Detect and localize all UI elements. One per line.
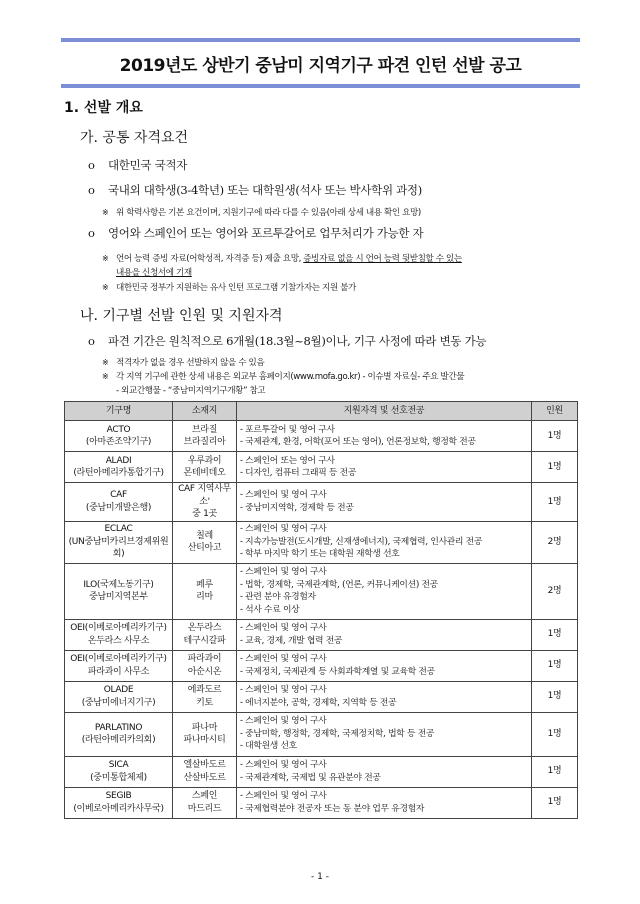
qualification-line: - 중남미학, 행정학, 경제학, 국제정치학, 법학 등 전공	[240, 728, 435, 739]
organization-name: CAF	[110, 490, 127, 501]
cell-qualifications	[237, 421, 532, 452]
cell-location	[173, 452, 237, 483]
cell-count: 1명	[532, 483, 578, 522]
location-city: 산살바도르	[183, 772, 226, 783]
page-title: 2019년도 상반기 중남미 지역기구 파견 인턴 선발 공고	[119, 55, 522, 76]
qualification-line: - 스페인어 및 영어 구사	[240, 716, 327, 727]
qualification-line: - 법학, 경제학, 국제관계학, (언론, 커뮤니케이션) 전공	[240, 579, 438, 590]
cell-organization	[65, 756, 173, 787]
cell-count: 1명	[532, 712, 578, 756]
qualification-line: - 에너지분야, 공학, 경제학, 지역학 등 전공	[240, 697, 397, 708]
cell-location	[173, 563, 237, 619]
cell-qualifications	[237, 619, 532, 650]
cell-organization	[65, 521, 173, 563]
location-country: 파나마	[191, 722, 218, 733]
qualification-line: - 대학원생 선호	[240, 741, 297, 752]
dispatch-period	[88, 333, 486, 349]
cell-count: 1명	[532, 787, 578, 818]
note-mark: ※	[102, 358, 109, 367]
organization-name: PARLATINO	[94, 722, 143, 733]
requirement-text: 대한민국 국적자	[108, 158, 188, 172]
organization-name: ACTO	[106, 424, 131, 435]
qualification-line: - 스페인어 및 영어 구사	[240, 654, 327, 664]
location-city: 리마	[196, 592, 213, 602]
organization-subtitle: (이베로아메리카사무국)	[73, 803, 164, 814]
cell-count: 2명	[532, 521, 578, 563]
qualification-line: - 석사 수료 이상	[240, 604, 300, 615]
section-heading: 1. 선발 개요	[64, 100, 143, 116]
table-row	[65, 650, 578, 681]
cell-qualifications	[237, 756, 532, 787]
note-language-proof	[102, 252, 462, 264]
location-country: 파라과이	[187, 654, 222, 664]
organization-subtitle: (중남미에너지기구)	[81, 697, 156, 708]
location-country: 에콰도르	[187, 685, 222, 695]
cell-location	[173, 421, 237, 452]
qualification-line: - 국제관계학, 국제법 및 유관분야 전공	[240, 772, 381, 783]
organization-subtitle: (아마존조약기구)	[85, 437, 152, 447]
table-row	[65, 421, 578, 452]
cell-organization	[65, 681, 173, 712]
qualification-line: - 국제정치, 국제관계 등 사회과학계열 및 교육학 전공	[240, 666, 435, 677]
note-details-reference-cont: - 외교간행물 - “중남미지역기구개황” 참고	[116, 386, 266, 396]
requirement-nationality	[88, 157, 187, 173]
note-education	[102, 206, 421, 218]
cell-count: 1명	[532, 650, 578, 681]
qualification-line: - 스페인어 및 영어 구사	[240, 685, 327, 695]
organization-subtitle: (라틴아메리카통합기구)	[73, 468, 164, 478]
organization-name: SEGIB	[105, 791, 132, 801]
qualification-line: - 중남미지역학, 경제학 등 전공	[240, 502, 354, 513]
bullet-mark: o	[88, 334, 95, 348]
cell-count: 1명	[532, 421, 578, 452]
qualification-line: - 스페인어 또는 영어 구사	[240, 455, 335, 466]
cell-location	[173, 483, 237, 522]
table-row	[65, 452, 578, 483]
organization-name: SICA	[108, 760, 129, 770]
cell-location	[173, 521, 237, 563]
location-country: 스페인	[191, 791, 218, 801]
organization-name: ECLAC	[104, 524, 133, 535]
bullet-mark: o	[88, 158, 95, 172]
dispatch-period-text: 파견 기간은 원칙적으로 6개월(18.3월~8월)이나, 기구 사정에 따라 변동 가능	[108, 334, 487, 348]
cell-qualifications	[237, 452, 532, 483]
cell-organization	[65, 650, 173, 681]
cell-location	[173, 712, 237, 756]
organization-name: OEI(이베로아메리카기구)	[70, 623, 167, 633]
location-country: 우루과이	[187, 455, 222, 466]
cell-qualifications	[237, 712, 532, 756]
note-text: 위 학력사항은 기본 요건이며, 지원기구에 따라 다를 수 있음(아래 상세 내용 확인 요망)	[116, 208, 421, 218]
organization-subtitle: (중미통합체제)	[90, 772, 147, 783]
subsection-heading-b: 나. 기구별 선발 인원 및 지원자격	[80, 308, 283, 324]
note-prior-participation	[102, 281, 356, 293]
qualification-line: - 스페인어 및 영어 구사	[240, 760, 327, 770]
note-text-b: 증빙자료 없을 시 언어 능력 뒷받침할 수 있는	[303, 254, 462, 264]
location-city: 몬테비데오	[183, 468, 226, 478]
note-details-reference	[102, 370, 464, 382]
organization-subtitle: 파라과이 사무소	[87, 666, 150, 677]
table-row	[65, 681, 578, 712]
location-city: 중 1곳	[192, 509, 217, 519]
location-country: 엘살바도르	[183, 760, 226, 770]
organization-name: OEI(이베로아메리카기구)	[70, 654, 167, 664]
qualification-line: - 포르투갈어 및 영어 구사	[240, 424, 335, 435]
organization-subtitle: (라틴아메리카의회)	[81, 735, 156, 745]
bullet-mark: o	[88, 226, 95, 240]
organization-subtitle: (중남미개발은행)	[85, 502, 152, 513]
requirement-education	[88, 182, 422, 198]
qualification-line: - 교육, 경제, 개발 협력 전공	[240, 635, 343, 646]
page-number: - 1 -	[311, 872, 329, 882]
location-city: 키토	[196, 697, 213, 708]
location-city: 아순시온	[187, 666, 222, 677]
cell-organization	[65, 619, 173, 650]
header-qualifications: 지원자격 및 선호전공	[237, 402, 532, 421]
location-city: 마드리드	[187, 803, 222, 814]
subsection-heading-a: 가. 공통 자격요건	[80, 130, 189, 146]
location-country: 페루	[196, 579, 213, 590]
table-row	[65, 521, 578, 563]
cell-qualifications	[237, 563, 532, 619]
qualification-line: - 지속가능발전(도시개발, 신재생에너지), 국제협력, 인사관리 전공	[240, 536, 483, 547]
qualification-line: - 학부 마지막 학기 또는 대학원 재학생 선호	[240, 549, 400, 560]
organization-subtitle: 온두라스 사무소	[87, 635, 150, 646]
cell-count: 1명	[532, 756, 578, 787]
qualification-line: - 스페인어 및 영어 구사	[240, 623, 327, 633]
cell-qualifications	[237, 650, 532, 681]
location-country: CAF 지역사무소'	[178, 484, 231, 507]
table-row	[65, 712, 578, 756]
cell-organization	[65, 483, 173, 522]
cell-organization	[65, 712, 173, 756]
note-mark: ※	[102, 208, 109, 217]
qualification-line: - 스페인어 및 영어 구사	[240, 567, 327, 577]
table-body	[65, 421, 578, 819]
organizations-table	[64, 401, 578, 819]
bullet-mark: o	[88, 183, 95, 197]
cell-location	[173, 787, 237, 818]
note-text-c: 내용을 신청서에 기재	[116, 268, 192, 278]
organization-subtitle: (UN중남미카리브경제위원회)	[68, 536, 169, 560]
table-row	[65, 563, 578, 619]
cell-organization	[65, 452, 173, 483]
note-no-qualified	[102, 356, 264, 368]
table-header-row	[65, 402, 578, 421]
cell-qualifications	[237, 483, 532, 522]
header-location: 소재지	[173, 402, 237, 421]
cell-location	[173, 681, 237, 712]
note-mark: ※	[102, 254, 109, 263]
location-country: 칠레	[196, 530, 213, 541]
cell-organization	[65, 787, 173, 818]
location-city: 파나마시티	[183, 735, 226, 745]
qualification-line: - 스페인어 및 영어 구사	[240, 791, 327, 801]
cell-count: 2명	[532, 563, 578, 619]
cell-qualifications	[237, 521, 532, 563]
header-organization: 기구명	[65, 402, 173, 421]
table-row	[65, 756, 578, 787]
note-language-proof-cont	[116, 266, 192, 278]
location-city: 테구시갈파	[183, 635, 226, 646]
cell-count: 1명	[532, 619, 578, 650]
qualification-line: - 관련 분야 유경험자	[240, 592, 316, 602]
note-mark: ※	[102, 372, 109, 381]
organization-subtitle: 중남미지역본부	[89, 592, 148, 602]
organization-name: ILO(국제노동기구)	[83, 579, 154, 590]
note-text-a: 언어 능력 증빙 자료(어학성적, 자격증 등) 제출 요망,	[116, 254, 301, 264]
table-row	[65, 619, 578, 650]
header-count: 인원	[532, 402, 578, 421]
location-city: 산티아고	[187, 543, 222, 553]
qualification-line: - 디자인, 컴퓨터 그래픽 등 전공	[240, 468, 357, 478]
qualification-line: - 국제협력분야 전공자 또는 동 분야 업무 유경험자	[240, 803, 425, 814]
cell-qualifications	[237, 787, 532, 818]
cell-location	[173, 756, 237, 787]
qualification-line: - 스페인어 및 영어 구사	[240, 490, 327, 501]
location-country: 온두라스	[187, 623, 222, 633]
cell-count: 1명	[532, 452, 578, 483]
cell-location	[173, 650, 237, 681]
qualification-line: - 국제관계, 환경, 어학(포어 또는 영어), 언론정보학, 행정학 전공	[240, 437, 476, 447]
note-mark: ※	[102, 283, 109, 292]
cell-organization	[65, 421, 173, 452]
cell-count: 1명	[532, 681, 578, 712]
title-banner	[61, 38, 580, 88]
note-text: 각 지역 기구에 관한 상세 내용은 외교부 홈페이지(www.mofa.go.kr) - 이슈별 자료실- 주요 발간물	[116, 372, 465, 382]
requirement-language	[88, 225, 423, 241]
organization-name: OLADE	[103, 685, 134, 695]
requirement-text: 영어와 스페인어 또는 영어와 포르투갈어로 업무처리가 가능한 자	[108, 226, 424, 240]
location-city: 브라질리아	[183, 437, 226, 447]
qualification-line: - 스페인어 및 영어 구사	[240, 524, 327, 535]
cell-organization	[65, 563, 173, 619]
note-text: 대한민국 정부가 지원하는 유사 인턴 프로그램 기참가자는 지원 불가	[116, 283, 356, 293]
organization-name: ALADI	[105, 455, 132, 466]
table-row	[65, 787, 578, 818]
location-country: 브라질	[191, 424, 218, 435]
requirement-text: 국내외 대학생(3-4학년) 또는 대학원생(석사 또는 박사학위 과정)	[108, 183, 422, 197]
table-row	[65, 483, 578, 522]
note-text: 적격자가 없을 경우 선발하지 않을 수 있음	[116, 358, 265, 368]
cell-location	[173, 619, 237, 650]
cell-qualifications	[237, 681, 532, 712]
